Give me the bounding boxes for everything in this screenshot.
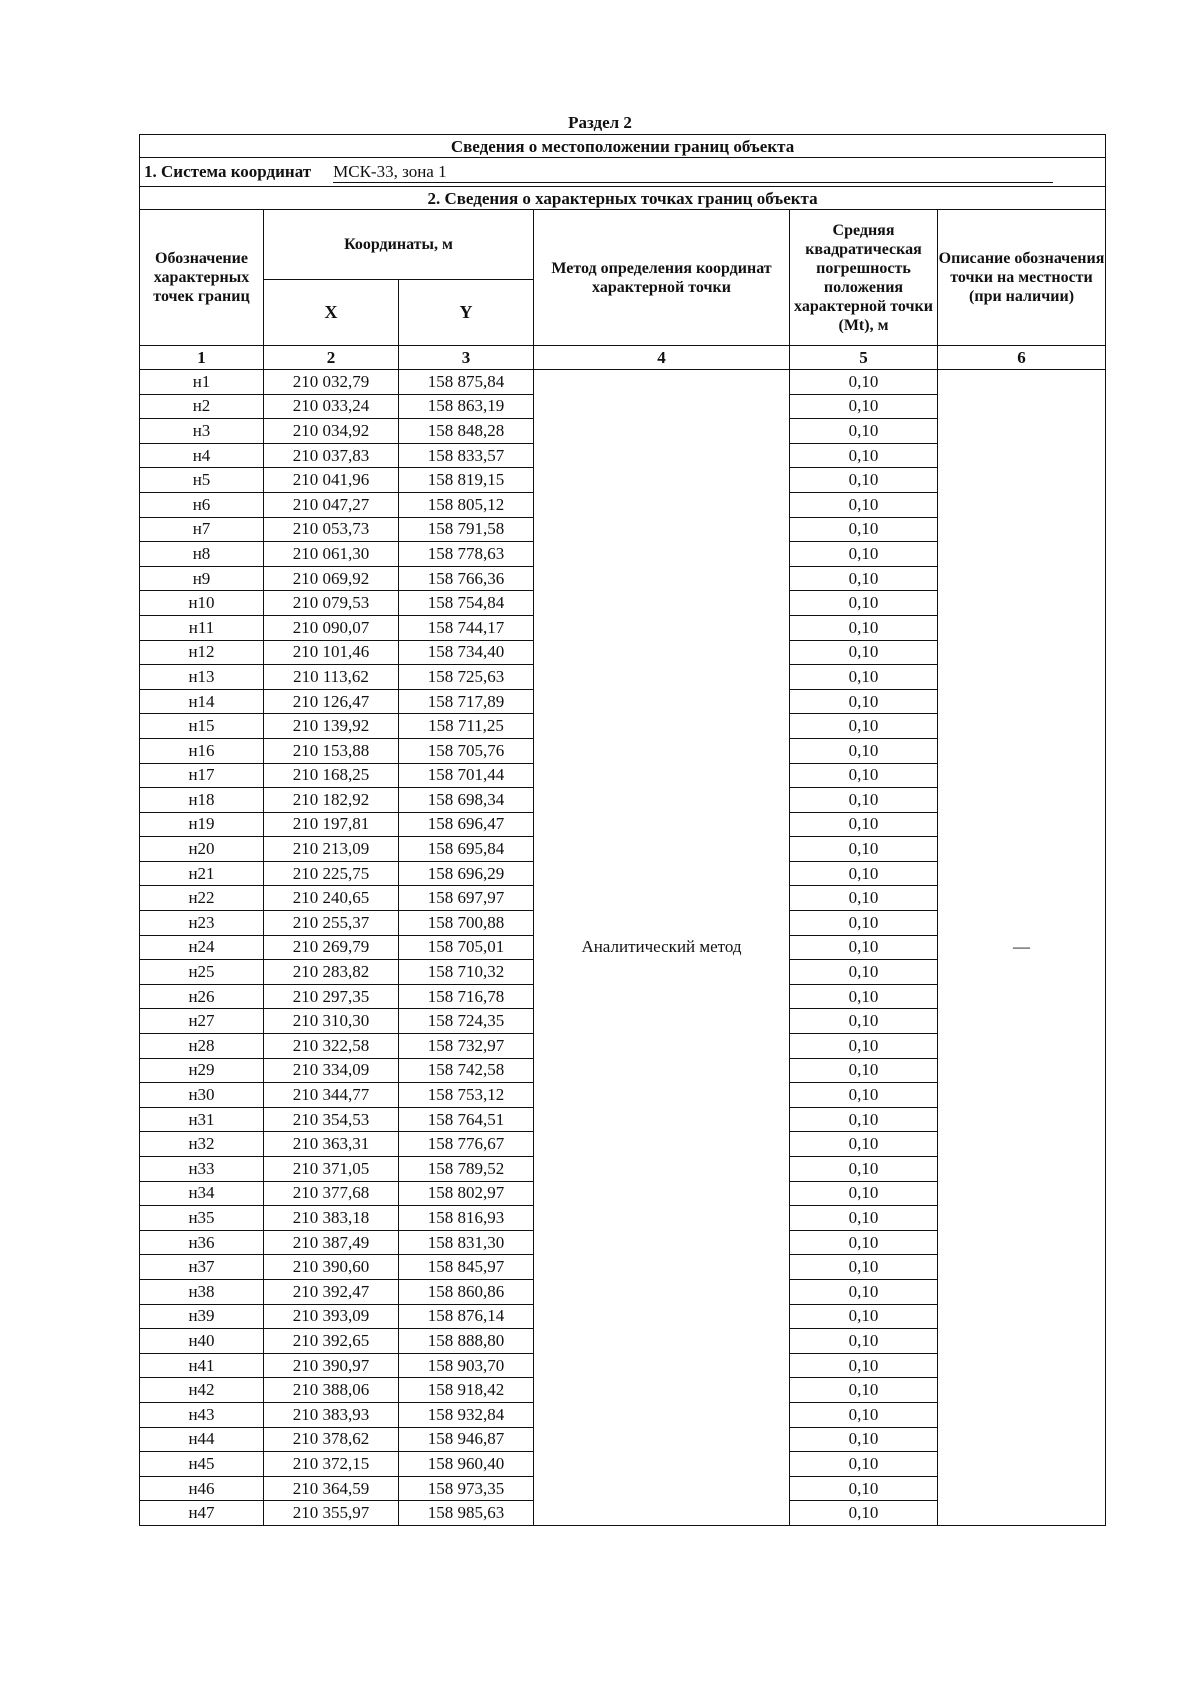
point-name-cell: н41: [140, 1353, 264, 1378]
x-coordinate-cell: 210 041,96: [264, 468, 399, 493]
point-name-cell: н29: [140, 1058, 264, 1083]
y-coordinate-cell: 158 946,87: [399, 1427, 534, 1452]
point-name-cell: н43: [140, 1402, 264, 1427]
accuracy-cell: 0,10: [790, 1132, 938, 1157]
point-name-cell: н5: [140, 468, 264, 493]
y-coordinate-cell: 158 705,01: [399, 935, 534, 960]
accuracy-cell: 0,10: [790, 1157, 938, 1182]
y-coordinate-cell: 158 845,97: [399, 1255, 534, 1280]
accuracy-cell: 0,10: [790, 1378, 938, 1403]
x-coordinate-cell: 210 334,09: [264, 1058, 399, 1083]
y-coordinate-cell: 158 725,63: [399, 665, 534, 690]
accuracy-cell: 0,10: [790, 738, 938, 763]
point-name-cell: н8: [140, 542, 264, 567]
header-x: X: [264, 280, 399, 346]
y-coordinate-cell: 158 717,89: [399, 689, 534, 714]
section-heading: Раздел 2: [568, 113, 632, 132]
header-point-designation: Обозначение характерных точек границ: [140, 210, 264, 346]
y-coordinate-cell: 158 700,88: [399, 911, 534, 936]
accuracy-cell: 0,10: [790, 960, 938, 985]
column-number: 3: [399, 346, 534, 370]
point-name-cell: н22: [140, 886, 264, 911]
x-coordinate-cell: 210 269,79: [264, 935, 399, 960]
accuracy-cell: 0,10: [790, 1181, 938, 1206]
y-coordinate-cell: 158 791,58: [399, 517, 534, 542]
point-name-cell: н36: [140, 1230, 264, 1255]
y-coordinate-cell: 158 754,84: [399, 591, 534, 616]
y-coordinate-cell: 158 710,32: [399, 960, 534, 985]
accuracy-cell: 0,10: [790, 370, 938, 395]
y-coordinate-cell: 158 973,35: [399, 1476, 534, 1501]
x-coordinate-cell: 210 383,93: [264, 1402, 399, 1427]
point-name-cell: н7: [140, 517, 264, 542]
y-coordinate-cell: 158 744,17: [399, 615, 534, 640]
y-coordinate-cell: 158 960,40: [399, 1452, 534, 1477]
point-name-cell: н46: [140, 1476, 264, 1501]
header-coordinates: Координаты, м: [264, 210, 534, 280]
point-name-cell: н31: [140, 1107, 264, 1132]
y-coordinate-cell: 158 833,57: [399, 443, 534, 468]
point-name-cell: н3: [140, 419, 264, 444]
point-name-cell: н39: [140, 1304, 264, 1329]
y-coordinate-cell: 158 764,51: [399, 1107, 534, 1132]
y-coordinate-cell: 158 918,42: [399, 1378, 534, 1403]
x-coordinate-cell: 210 168,25: [264, 763, 399, 788]
accuracy-cell: 0,10: [790, 1329, 938, 1354]
accuracy-cell: 0,10: [790, 935, 938, 960]
point-name-cell: н12: [140, 640, 264, 665]
point-name-cell: н35: [140, 1206, 264, 1231]
point-name-cell: н9: [140, 566, 264, 591]
y-coordinate-cell: 158 753,12: [399, 1083, 534, 1108]
point-name-cell: н14: [140, 689, 264, 714]
x-coordinate-cell: 210 255,37: [264, 911, 399, 936]
x-coordinate-cell: 210 047,27: [264, 492, 399, 517]
x-coordinate-cell: 210 283,82: [264, 960, 399, 985]
x-coordinate-cell: 210 153,88: [264, 738, 399, 763]
accuracy-cell: 0,10: [790, 1083, 938, 1108]
accuracy-cell: 0,10: [790, 1427, 938, 1452]
x-coordinate-cell: 210 387,49: [264, 1230, 399, 1255]
y-coordinate-cell: 158 724,35: [399, 1009, 534, 1034]
header-description: Описание обозначения точки на местности (при наличии): [938, 210, 1106, 346]
x-coordinate-cell: 210 053,73: [264, 517, 399, 542]
point-name-cell: н17: [140, 763, 264, 788]
y-coordinate-cell: 158 863,19: [399, 394, 534, 419]
y-coordinate-cell: 158 789,52: [399, 1157, 534, 1182]
y-coordinate-cell: 158 888,80: [399, 1329, 534, 1354]
accuracy-cell: 0,10: [790, 812, 938, 837]
accuracy-cell: 0,10: [790, 492, 938, 517]
column-number: 6: [938, 346, 1106, 370]
point-name-cell: н38: [140, 1279, 264, 1304]
y-coordinate-cell: 158 876,14: [399, 1304, 534, 1329]
x-coordinate-cell: 210 033,24: [264, 394, 399, 419]
x-coordinate-cell: 210 113,62: [264, 665, 399, 690]
point-name-cell: н18: [140, 788, 264, 813]
x-coordinate-cell: 210 364,59: [264, 1476, 399, 1501]
point-name-cell: н2: [140, 394, 264, 419]
point-name-cell: н20: [140, 837, 264, 862]
x-coordinate-cell: 210 037,83: [264, 443, 399, 468]
point-name-cell: н45: [140, 1452, 264, 1477]
y-coordinate-cell: 158 831,30: [399, 1230, 534, 1255]
y-coordinate-cell: 158 860,86: [399, 1279, 534, 1304]
point-name-cell: н16: [140, 738, 264, 763]
accuracy-cell: 0,10: [790, 615, 938, 640]
x-coordinate-cell: 210 363,31: [264, 1132, 399, 1157]
y-coordinate-cell: 158 778,63: [399, 542, 534, 567]
x-coordinate-cell: 210 372,15: [264, 1452, 399, 1477]
x-coordinate-cell: 210 390,60: [264, 1255, 399, 1280]
accuracy-cell: 0,10: [790, 689, 938, 714]
x-coordinate-cell: 210 213,09: [264, 837, 399, 862]
x-coordinate-cell: 210 388,06: [264, 1378, 399, 1403]
x-coordinate-cell: 210 240,65: [264, 886, 399, 911]
accuracy-cell: 0,10: [790, 517, 938, 542]
y-coordinate-cell: 158 903,70: [399, 1353, 534, 1378]
accuracy-cell: 0,10: [790, 911, 938, 936]
point-name-cell: н1: [140, 370, 264, 395]
accuracy-cell: 0,10: [790, 566, 938, 591]
x-coordinate-cell: 210 032,79: [264, 370, 399, 395]
y-coordinate-cell: 158 711,25: [399, 714, 534, 739]
accuracy-cell: 0,10: [790, 443, 938, 468]
x-coordinate-cell: 210 390,97: [264, 1353, 399, 1378]
points-section-title: 2. Сведения о характерных точках границ объекта: [140, 187, 1106, 210]
accuracy-cell: 0,10: [790, 1476, 938, 1501]
point-name-cell: н32: [140, 1132, 264, 1157]
accuracy-cell: 0,10: [790, 861, 938, 886]
x-coordinate-cell: 210 069,92: [264, 566, 399, 591]
x-coordinate-cell: 210 197,81: [264, 812, 399, 837]
accuracy-cell: 0,10: [790, 714, 938, 739]
y-coordinate-cell: 158 848,28: [399, 419, 534, 444]
y-coordinate-cell: 158 732,97: [399, 1034, 534, 1059]
point-name-cell: н6: [140, 492, 264, 517]
point-name-cell: н27: [140, 1009, 264, 1034]
point-name-cell: н37: [140, 1255, 264, 1280]
x-coordinate-cell: 210 377,68: [264, 1181, 399, 1206]
x-coordinate-cell: 210 392,47: [264, 1279, 399, 1304]
y-coordinate-cell: 158 805,12: [399, 492, 534, 517]
accuracy-cell: 0,10: [790, 394, 938, 419]
x-coordinate-cell: 210 310,30: [264, 1009, 399, 1034]
boundary-points-table: [139, 134, 1106, 1526]
accuracy-cell: 0,10: [790, 1452, 938, 1477]
x-coordinate-cell: 210 034,92: [264, 419, 399, 444]
accuracy-cell: 0,10: [790, 984, 938, 1009]
point-name-cell: н13: [140, 665, 264, 690]
point-name-cell: н24: [140, 935, 264, 960]
point-name-cell: н44: [140, 1427, 264, 1452]
x-coordinate-cell: 210 383,18: [264, 1206, 399, 1231]
y-coordinate-cell: 158 695,84: [399, 837, 534, 862]
y-coordinate-cell: 158 696,47: [399, 812, 534, 837]
x-coordinate-cell: 210 126,47: [264, 689, 399, 714]
x-coordinate-cell: 210 139,92: [264, 714, 399, 739]
point-name-cell: н25: [140, 960, 264, 985]
y-coordinate-cell: 158 705,76: [399, 738, 534, 763]
header-y: Y: [399, 280, 534, 346]
point-name-cell: н40: [140, 1329, 264, 1354]
column-number: 4: [534, 346, 790, 370]
accuracy-cell: 0,10: [790, 1230, 938, 1255]
point-name-cell: н19: [140, 812, 264, 837]
accuracy-cell: 0,10: [790, 1107, 938, 1132]
accuracy-cell: 0,10: [790, 1501, 938, 1526]
point-name-cell: н15: [140, 714, 264, 739]
x-coordinate-cell: 210 090,07: [264, 615, 399, 640]
y-coordinate-cell: 158 985,63: [399, 1501, 534, 1526]
accuracy-cell: 0,10: [790, 788, 938, 813]
y-coordinate-cell: 158 932,84: [399, 1402, 534, 1427]
accuracy-cell: 0,10: [790, 640, 938, 665]
point-name-cell: н42: [140, 1378, 264, 1403]
accuracy-cell: 0,10: [790, 591, 938, 616]
x-coordinate-cell: 210 079,53: [264, 591, 399, 616]
x-coordinate-cell: 210 101,46: [264, 640, 399, 665]
coord-system-row: [140, 158, 1106, 187]
x-coordinate-cell: 210 392,65: [264, 1329, 399, 1354]
x-coordinate-cell: 210 322,58: [264, 1034, 399, 1059]
column-number: 5: [790, 346, 938, 370]
coord-system-label: 1. Система координат: [144, 161, 312, 181]
header-accuracy: Средняя квадратическая погрешность положения характерной точки (Mt), м: [790, 210, 938, 346]
table-row: [140, 370, 1106, 395]
y-coordinate-cell: 158 697,97: [399, 886, 534, 911]
accuracy-cell: 0,10: [790, 1402, 938, 1427]
point-name-cell: н10: [140, 591, 264, 616]
x-coordinate-cell: 210 225,75: [264, 861, 399, 886]
y-coordinate-cell: 158 701,44: [399, 763, 534, 788]
point-name-cell: н34: [140, 1181, 264, 1206]
x-coordinate-cell: 210 378,62: [264, 1427, 399, 1452]
accuracy-cell: 0,10: [790, 1279, 938, 1304]
x-coordinate-cell: 210 371,05: [264, 1157, 399, 1182]
x-coordinate-cell: 210 393,09: [264, 1304, 399, 1329]
point-name-cell: н4: [140, 443, 264, 468]
y-coordinate-cell: 158 742,58: [399, 1058, 534, 1083]
accuracy-cell: 0,10: [790, 665, 938, 690]
accuracy-cell: 0,10: [790, 1255, 938, 1280]
y-coordinate-cell: 158 776,67: [399, 1132, 534, 1157]
y-coordinate-cell: 158 819,15: [399, 468, 534, 493]
description-cell: —: [938, 370, 1106, 1526]
y-coordinate-cell: 158 802,97: [399, 1181, 534, 1206]
x-coordinate-cell: 210 354,53: [264, 1107, 399, 1132]
x-coordinate-cell: 210 061,30: [264, 542, 399, 567]
y-coordinate-cell: 158 766,36: [399, 566, 534, 591]
column-number: 1: [140, 346, 264, 370]
x-coordinate-cell: 210 355,97: [264, 1501, 399, 1526]
y-coordinate-cell: 158 698,34: [399, 788, 534, 813]
y-coordinate-cell: 158 875,84: [399, 370, 534, 395]
boundary-table-sheet: [139, 134, 1105, 1594]
coord-system-value: МСК-33, зона 1: [333, 162, 1053, 183]
table-title: Сведения о местоположении границ объекта: [140, 135, 1106, 158]
point-name-cell: н30: [140, 1083, 264, 1108]
accuracy-cell: 0,10: [790, 468, 938, 493]
point-name-cell: н33: [140, 1157, 264, 1182]
y-coordinate-cell: 158 716,78: [399, 984, 534, 1009]
column-number: 2: [264, 346, 399, 370]
accuracy-cell: 0,10: [790, 886, 938, 911]
accuracy-cell: 0,10: [790, 1304, 938, 1329]
method-cell: Аналитический метод: [534, 370, 790, 1526]
x-coordinate-cell: 210 297,35: [264, 984, 399, 1009]
y-coordinate-cell: 158 696,29: [399, 861, 534, 886]
accuracy-cell: 0,10: [790, 837, 938, 862]
accuracy-cell: 0,10: [790, 1058, 938, 1083]
accuracy-cell: 0,10: [790, 1034, 938, 1059]
y-coordinate-cell: 158 816,93: [399, 1206, 534, 1231]
header-method: Метод определения координат характерной точки: [534, 210, 790, 346]
point-name-cell: н26: [140, 984, 264, 1009]
accuracy-cell: 0,10: [790, 1009, 938, 1034]
point-name-cell: н47: [140, 1501, 264, 1526]
point-name-cell: н11: [140, 615, 264, 640]
accuracy-cell: 0,10: [790, 763, 938, 788]
point-name-cell: н23: [140, 911, 264, 936]
point-name-cell: н21: [140, 861, 264, 886]
point-name-cell: н28: [140, 1034, 264, 1059]
y-coordinate-cell: 158 734,40: [399, 640, 534, 665]
accuracy-cell: 0,10: [790, 419, 938, 444]
accuracy-cell: 0,10: [790, 1353, 938, 1378]
accuracy-cell: 0,10: [790, 542, 938, 567]
accuracy-cell: 0,10: [790, 1206, 938, 1231]
x-coordinate-cell: 210 182,92: [264, 788, 399, 813]
x-coordinate-cell: 210 344,77: [264, 1083, 399, 1108]
